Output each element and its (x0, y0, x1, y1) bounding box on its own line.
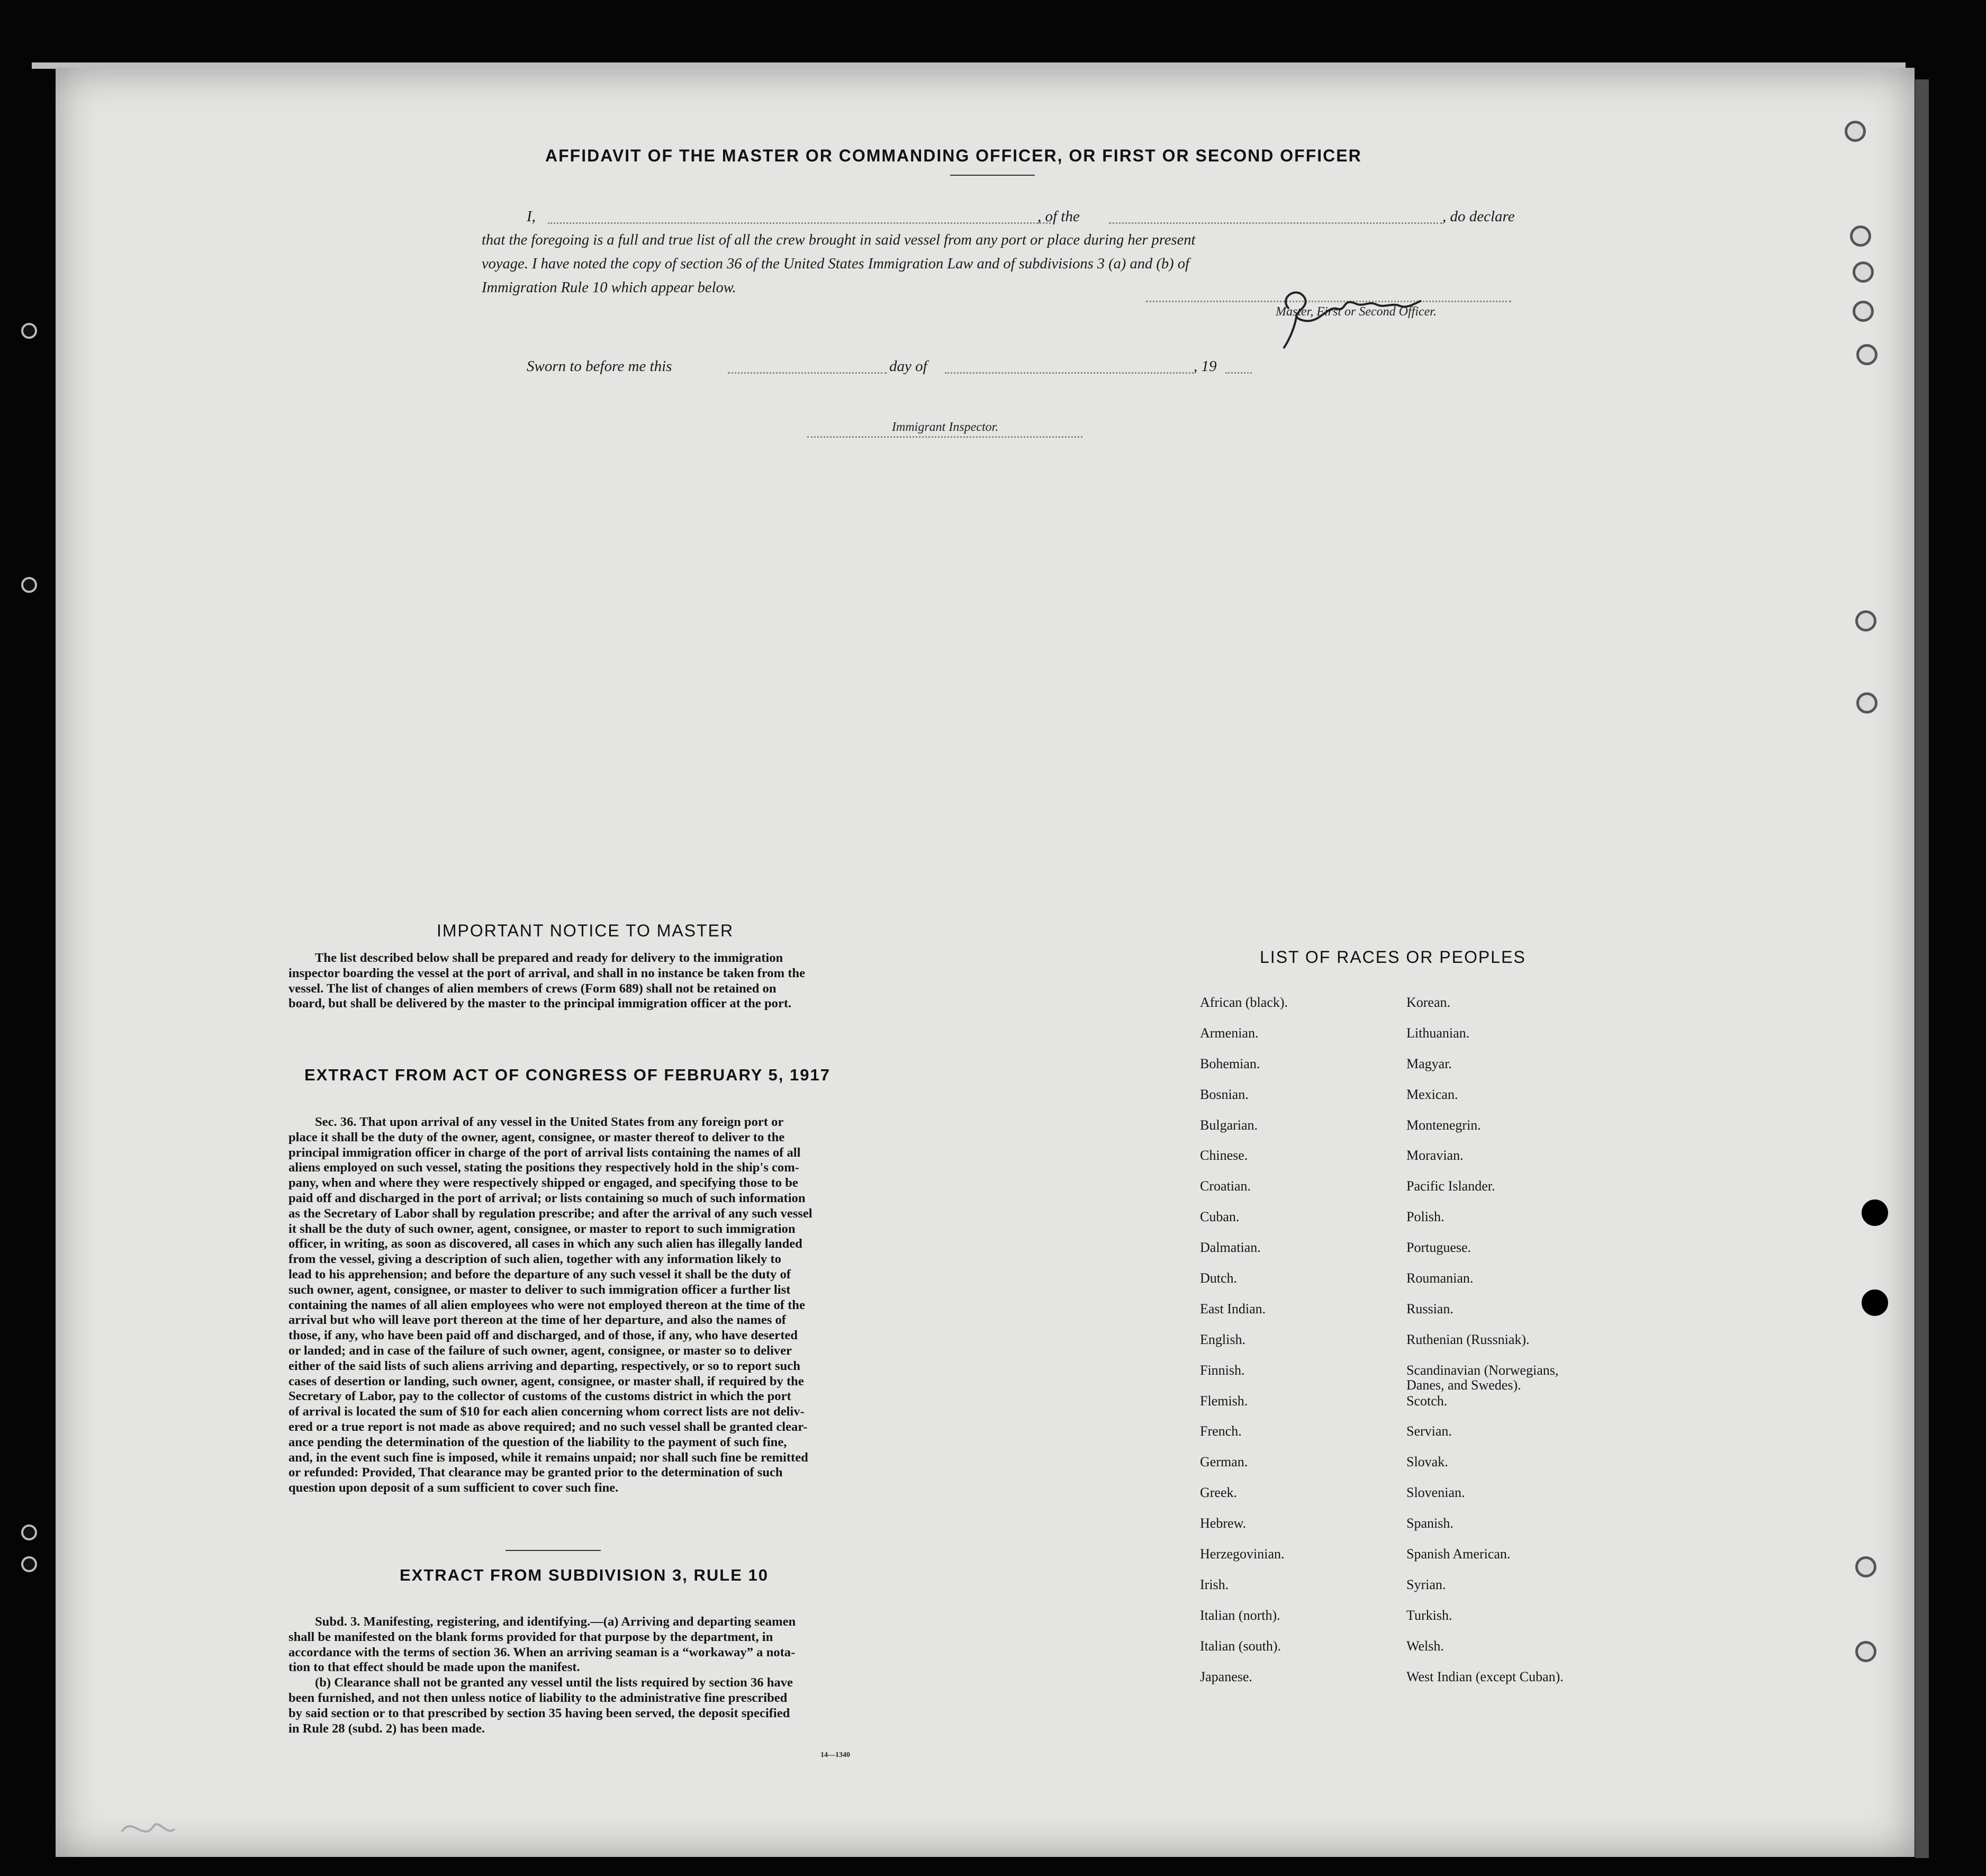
race-item: German. (1200, 1454, 1248, 1470)
text-line: place it shall be the duty of the owner, agent, consignee, or master thereof to deliver to the (288, 1130, 785, 1144)
punch-hole (1856, 344, 1877, 365)
text-line: Secretary of Labor, pay to the collector of customs of the customs district in which the port (288, 1389, 791, 1404)
text-line: from the vessel, giving a description of such alien, together with any information likely to (288, 1252, 781, 1267)
text-line: paid off and discharged in the port of arrival; or lists containing so much of such information (288, 1190, 806, 1205)
text-line: (b) Clearance shall not be granted any vessel until the lists required by section 36 have (315, 1675, 793, 1690)
notice-line: inspector boarding the vessel at the port of arrival, and shall in no instance be taken from the (288, 966, 806, 980)
race-item: Bosnian. (1200, 1086, 1249, 1102)
affidavit-do-declare: , do declare (1442, 208, 1515, 225)
race-item: Roumanian. (1406, 1270, 1474, 1286)
text-line: containing the names of all alien employees who were not employed thereon at the time of the (288, 1297, 805, 1312)
punch-hole (1855, 1556, 1876, 1577)
punch-hole (1845, 121, 1866, 142)
text-line: Subd. 3. Manifesting, registering, and identifying.—(a) Arriving and departing seamen (315, 1615, 796, 1629)
race-item: Portuguese. (1406, 1240, 1472, 1256)
text-line: aliens employed on such vessel, stating the positions they respectively hold in the ship's com- (288, 1160, 799, 1175)
sworn-year-blank[interactable] (1225, 372, 1252, 374)
race-item: Cuban. (1200, 1209, 1240, 1225)
race-item: English. (1200, 1331, 1245, 1347)
text-line: and, in the event such fine is imposed, while it remains unpaid; nor shall such fine be remitted (288, 1450, 808, 1465)
notice-line: vessel. The list of changes of alien members of crews (Form 689) shall not be retained on (288, 981, 777, 996)
text-line: such owner, agent, consignee, or master to deliver to such immigration officer a further list (288, 1282, 791, 1297)
officer-caption: Master, First or Second Officer. (1276, 305, 1437, 319)
race-item: Slovenian. (1406, 1485, 1465, 1501)
race-item: African (black). (1200, 995, 1288, 1010)
punch-hole (1853, 261, 1874, 283)
affidavit-line-4: Immigration Rule 10 which appear below. (482, 279, 736, 296)
race-item: Moravian. (1406, 1148, 1464, 1164)
text-line: shall be manifested on the blank forms provided for that purpose by the department, in (288, 1629, 773, 1644)
race-item: Turkish. (1406, 1607, 1452, 1623)
sworn-year: , 19 (1194, 358, 1217, 375)
punch-hole-filled (1862, 1199, 1888, 1226)
notice-title: IMPORTANT NOTICE TO MASTER (437, 921, 734, 940)
affidavit-i: I, (527, 208, 536, 225)
text-line: cases of desertion or landing, such owner, agent, consignee, or master shall, if required by the (288, 1374, 804, 1388)
race-item: Japanese. (1200, 1668, 1252, 1684)
rule-extract-text (288, 1615, 963, 1736)
binding-mark (21, 1525, 37, 1540)
affidavit-line-3: voyage. I have noted the copy of section 36 of the United States Immigration Law and of subdivisions 3 (a) and (b) of (482, 256, 1189, 272)
text-line: pany, when and where they were respectively shipped or engaged, and specifying those to be (288, 1176, 798, 1190)
rule-extract-divider (505, 1550, 601, 1551)
races-right-column (1406, 995, 1650, 1700)
race-item: Bulgarian. (1200, 1117, 1258, 1133)
officer-name-blank[interactable] (548, 222, 1051, 224)
race-item: Italian (north). (1200, 1607, 1280, 1623)
text-line: in Rule 28 (subd. 2) has been made. (288, 1721, 485, 1736)
race-item: Pacific Islander. (1406, 1178, 1495, 1194)
text-line: or refunded: Provided, That clearance may be granted prior to the determination of such (288, 1465, 783, 1480)
text-line: Sec. 36. That upon arrival of any vessel in the United States from any foreign port or (315, 1115, 784, 1129)
race-item: Spanish. (1406, 1516, 1454, 1531)
affidavit-title: AFFIDAVIT OF THE MASTER OR COMMANDING OFFICER, OR FIRST OR SECOND OFFICER (545, 146, 1362, 165)
race-item: Herzegovinian. (1200, 1546, 1285, 1562)
race-item: Spanish American. (1406, 1546, 1511, 1562)
race-item: Flemish. (1200, 1393, 1248, 1409)
act-extract-title: EXTRACT FROM ACT OF CONGRESS OF FEBRUARY 5, 1917 (304, 1066, 830, 1084)
race-item: Montenegrin. (1406, 1117, 1481, 1133)
text-line: question upon deposit of a sum sufficient to cover such fine. (288, 1481, 619, 1495)
punch-hole (1855, 1641, 1876, 1662)
race-item: Scotch. (1406, 1393, 1448, 1409)
notice-line: The list described below shall be prepared and ready for delivery to the immigration (315, 951, 783, 965)
race-item: Bohemian. (1200, 1056, 1260, 1071)
race-item: French. (1200, 1423, 1242, 1439)
binding-mark (21, 577, 37, 593)
races-title: LIST OF RACES OR PEOPLES (1260, 948, 1526, 967)
notice-text (288, 951, 963, 1012)
punch-hole (1855, 610, 1876, 632)
text-line: lead to his apprehension; and before the departure of any such vessel it shall be the duty of (288, 1267, 791, 1282)
race-item: Korean. (1406, 995, 1451, 1010)
race-item: West Indian (except Cuban). (1406, 1668, 1564, 1684)
bleed-through (299, 438, 337, 492)
text-line: by said section or to that prescribed by section 35 having been served, the deposit specified (288, 1706, 790, 1720)
race-item: Finnish. (1200, 1362, 1245, 1378)
text-line: as the Secretary of Labor shall by regulation prescribe; and after the arrival of any such vessel (288, 1206, 813, 1221)
handwritten-mark (116, 1810, 180, 1853)
text-line: or landed; and in case of the failure of such owner, agent, consignee, or master so to deliver (288, 1343, 792, 1358)
affidavit-line-2: that the foregoing is a full and true list of all the crew brought in said vessel from any port or place during her present (482, 232, 1196, 248)
race-item: Syrian. (1406, 1576, 1446, 1592)
act-extract-text (288, 1115, 963, 1496)
text-line: either of the said lists of such aliens arriving and departing, respectively, or so to report such (288, 1358, 800, 1373)
text-line: been furnished, and not then unless notice of liability to the administrative fine prescribed (288, 1690, 788, 1705)
race-item: Servian. (1406, 1423, 1452, 1439)
race-item: Dutch. (1200, 1270, 1238, 1286)
race-item: Hebrew. (1200, 1516, 1247, 1531)
races-left-column (1200, 995, 1401, 1700)
race-item: Mexican. (1406, 1086, 1458, 1102)
punch-hole (1850, 226, 1871, 247)
inspector-signature-line[interactable] (807, 436, 1082, 438)
punch-hole (1856, 692, 1877, 714)
text-line: it shall be the duty of such owner, agent, consignee, or master to report to such immigration (288, 1221, 796, 1236)
race-item: Lithuanian. (1406, 1025, 1470, 1041)
race-item: Croatian. (1200, 1178, 1251, 1194)
sworn-day-blank[interactable] (728, 372, 887, 374)
race-item: Magyar. (1406, 1056, 1452, 1071)
race-item: Armenian. (1200, 1025, 1259, 1041)
race-item: Welsh. (1406, 1638, 1444, 1654)
binding-mark (21, 323, 37, 339)
binding-mark (21, 1556, 37, 1572)
punch-hole (1853, 301, 1874, 322)
text-line: principal immigration officer in charge of the port of arrival lists containing the names of all (288, 1145, 801, 1160)
vessel-name-blank[interactable] (1109, 222, 1442, 224)
form-number: 14—1340 (820, 1751, 850, 1759)
text-line: arrival but who will leave port thereon at the time of her departure, and also the names of (288, 1313, 786, 1328)
text-line: tion to that effect should be made upon the manifest. (288, 1660, 580, 1675)
text-line: ered or a true report is not made as above required; and no such vessel shall be granted clear- (288, 1419, 808, 1434)
sworn-month-blank[interactable] (945, 372, 1194, 374)
sworn-day-of: day of (889, 358, 927, 375)
text-line: accordance with the terms of section 36. When an arriving seaman is a “workaway” a nota- (288, 1645, 796, 1659)
races-list (1200, 995, 1676, 1710)
rule-extract-title: EXTRACT FROM SUBDIVISION 3, RULE 10 (400, 1566, 769, 1584)
inspector-caption: Immigrant Inspector. (892, 420, 999, 434)
punch-hole-filled (1862, 1289, 1888, 1316)
text-line: those, if any, who have been paid off and discharged, and of those, if any, who have deserted (288, 1328, 798, 1343)
notice-line: board, but shall be delivered by the master to the principal immigration officer at the port. (288, 996, 792, 1011)
race-item: Polish. (1406, 1209, 1445, 1225)
race-item: Dalmatian. (1200, 1240, 1261, 1256)
race-item: Scandinavian (Norwegians, Danes, and Swedes). (1406, 1362, 1559, 1393)
race-item: East Indian. (1200, 1301, 1266, 1316)
page-right-edge (1915, 79, 1929, 1858)
text-line: ance pending the determination of the question of the liability to the payment of such fine, (288, 1435, 787, 1449)
affidavit-of-the: , of the (1037, 208, 1080, 225)
text-line: of arrival is located the sum of $10 for each alien concerning whom correct lists are not deliv- (288, 1404, 805, 1419)
race-item: Greek. (1200, 1485, 1238, 1501)
race-item: Chinese. (1200, 1148, 1248, 1164)
sworn-prefix: Sworn to before me this (527, 358, 672, 375)
race-item: Irish. (1200, 1576, 1229, 1592)
affidavit-title-rule (950, 175, 1035, 176)
race-item: Italian (south). (1200, 1638, 1281, 1654)
race-item: Slovak. (1406, 1454, 1448, 1470)
manifest-page (56, 68, 1915, 1857)
race-item: Ruthenian (Russniak). (1406, 1331, 1530, 1347)
text-line: officer, in writing, as soon as discovered, all cases in which any such alien has illegally landed (288, 1237, 802, 1251)
race-item: Russian. (1406, 1301, 1454, 1316)
